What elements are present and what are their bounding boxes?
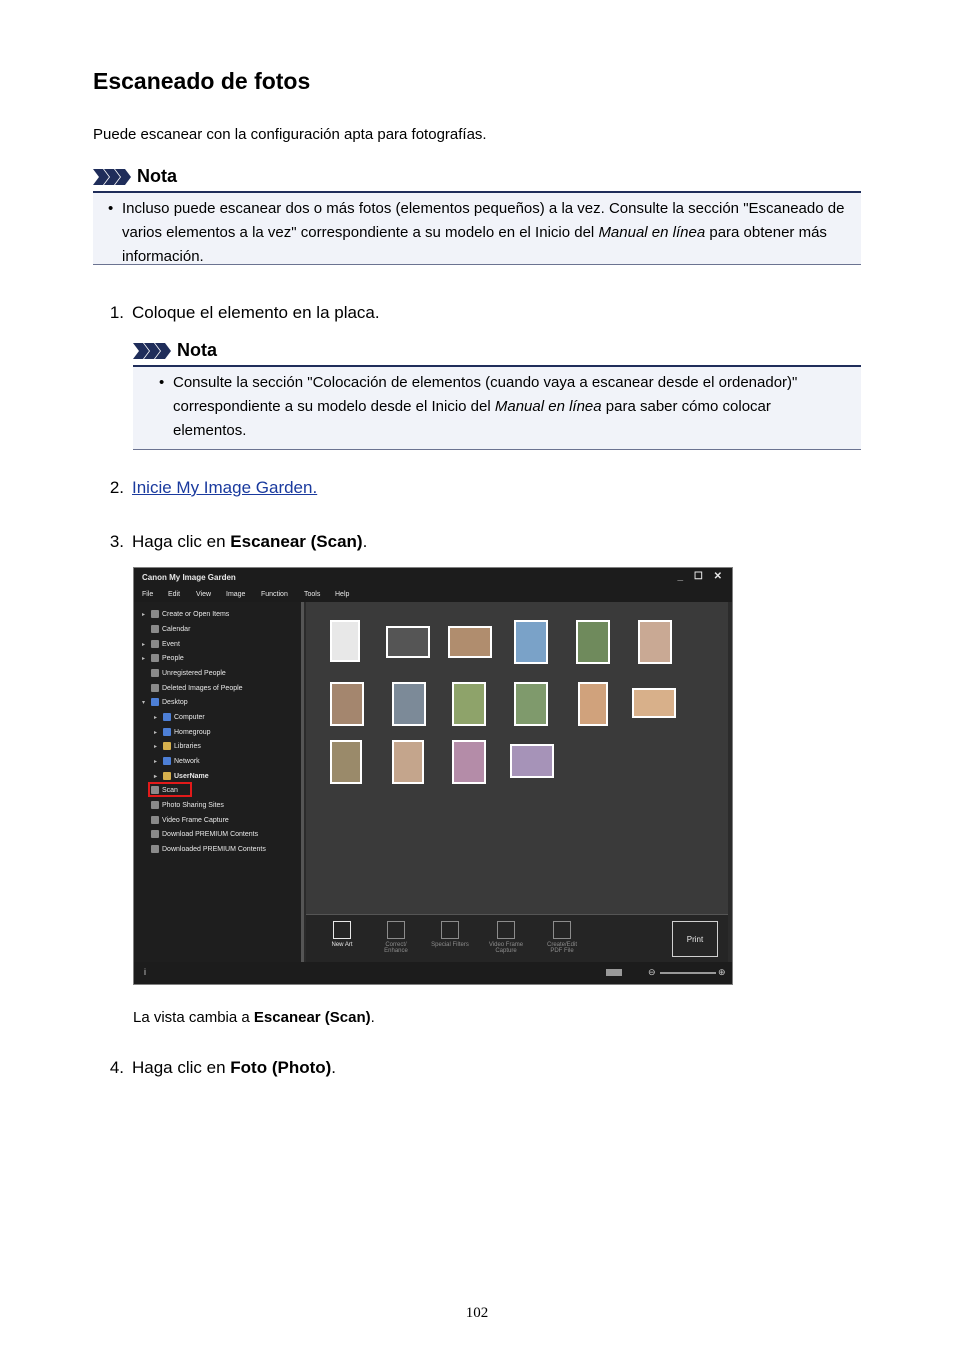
thumbnail[interactable] — [514, 682, 548, 726]
sidebar-item-downloaded-premium[interactable]: Downloaded PREMIUM Contents — [142, 845, 266, 853]
homegroup-icon — [163, 728, 171, 736]
create-edit-pdf-button[interactable]: Create/Edit PDF File — [542, 921, 582, 954]
correct-enhance-button[interactable]: Correct/ Enhance — [376, 921, 416, 954]
menu-image[interactable]: Image — [226, 591, 246, 598]
thumbnail[interactable] — [452, 682, 486, 726]
special-filters-icon — [441, 921, 459, 939]
info-icon[interactable]: i — [144, 967, 146, 977]
note-label: Nota — [137, 166, 177, 186]
intro-text: Puede escanear con la configuración apta para fotografías. — [93, 126, 487, 143]
page-number: 102 — [465, 1305, 489, 1321]
sidebar-item-deleted-people[interactable]: Deleted Images of People — [142, 684, 243, 692]
app-menubar — [134, 588, 732, 602]
thumbnail[interactable] — [392, 740, 424, 784]
note-label: Nota — [177, 340, 217, 360]
note-block-2 — [133, 340, 861, 450]
folder-icon — [151, 610, 159, 618]
libraries-icon — [163, 742, 171, 750]
step-1: 1. Coloque el elemento en la placa. — [109, 303, 380, 322]
zoom-out-icon[interactable]: ⊖ — [648, 967, 656, 977]
sidebar-item-desktop[interactable]: ▾ Desktop — [142, 698, 188, 706]
event-icon — [151, 640, 159, 648]
note-arrows-icon — [133, 343, 171, 359]
thumbnail[interactable] — [330, 682, 364, 726]
thumbnail[interactable] — [452, 740, 486, 784]
thumbnail[interactable] — [330, 620, 360, 662]
sidebar-item-libraries[interactable]: ▸ Libraries — [154, 742, 201, 750]
thumbnail-area — [306, 602, 728, 914]
app-toolbar — [306, 914, 728, 962]
person-question-icon — [151, 669, 159, 677]
sidebar-item-network[interactable]: ▸ Network — [154, 757, 200, 765]
start-my-image-garden-link[interactable]: Inicie My Image Garden. — [132, 478, 318, 497]
pdf-icon — [553, 921, 571, 939]
chevron-right-icon: ▸ — [154, 758, 158, 765]
note-box — [93, 193, 861, 265]
special-filters-button[interactable]: Special Filters — [430, 921, 470, 948]
thumbnail[interactable] — [514, 620, 548, 664]
menu-edit[interactable]: Edit — [168, 591, 181, 598]
video-frame-capture-button[interactable]: Video Frame Capture — [486, 921, 526, 954]
download-icon — [151, 830, 159, 838]
note-item: • Consulte la sección "Colocación de elementos (cuando vaya a escanear desde el ordenador)" correspondiente a su modelo desde el Inicio del Manual en línea para saber cómo colocar elementos. — [173, 371, 837, 443]
thumbnail[interactable] — [632, 688, 676, 718]
window-controls[interactable]: _ ☐ ✕ — [677, 571, 726, 582]
note-arrows-icon — [93, 169, 131, 185]
note-item: • Incluso puede escanear dos o más fotos (elementos pequeños) a la vez. Consulte la sección "Escaneado de varios elementos a la vez" correspondiente a su modelo en el Inicio del Manual en línea para obtener más información. — [122, 197, 857, 269]
step-2: 2. Inicie My Image Garden. — [109, 478, 318, 497]
menu-file[interactable]: File — [142, 591, 154, 598]
thumbnail[interactable] — [576, 620, 610, 664]
chevron-right-icon: ▸ — [142, 641, 146, 648]
sidebar-item-event[interactable]: ▸ Event — [142, 640, 180, 648]
app-titlebar — [134, 568, 732, 588]
user-folder-icon — [163, 772, 171, 780]
menu-function[interactable]: Function — [261, 591, 288, 598]
note-box — [133, 367, 861, 450]
sidebar-item-calendar[interactable]: Calendar — [142, 625, 190, 633]
zoom-slider[interactable] — [660, 972, 716, 974]
app-title: Canon My Image Garden — [142, 573, 236, 582]
sidebar-item-download-premium[interactable]: Download PREMIUM Contents — [142, 830, 258, 838]
step-3: 3. Haga clic en Escanear (Scan). — [109, 532, 368, 551]
thumbnail[interactable] — [386, 626, 430, 658]
chevron-right-icon: ▸ — [154, 729, 158, 736]
thumbnail[interactable] — [638, 620, 672, 664]
zoom-in-icon[interactable]: ⊕ — [718, 967, 726, 977]
video-frame-icon — [151, 816, 159, 824]
photo-sharing-icon — [151, 801, 159, 809]
menu-view[interactable]: View — [196, 591, 212, 598]
sidebar-item-photo-sharing[interactable]: Photo Sharing Sites — [142, 801, 224, 809]
chevron-down-icon: ▾ — [142, 699, 146, 706]
chevron-right-icon: ▸ — [154, 714, 158, 721]
chevron-right-icon: ▸ — [154, 773, 158, 780]
note-block-1 — [93, 166, 861, 265]
app-sidebar — [134, 602, 304, 962]
caption: La vista cambia a Escanear (Scan). — [133, 1009, 375, 1026]
computer-icon — [163, 713, 171, 721]
thumbnail[interactable] — [330, 740, 362, 784]
thumbnail[interactable] — [448, 626, 492, 658]
note-heading — [93, 166, 861, 187]
sidebar-item-unregistered[interactable]: Unregistered People — [142, 669, 226, 677]
page-title: Escaneado de fotos — [93, 68, 311, 94]
chevron-right-icon: ▸ — [142, 611, 146, 618]
chevron-right-icon: ▸ — [154, 743, 158, 750]
thumbnail[interactable] — [392, 682, 426, 726]
video-frame-icon — [497, 921, 515, 939]
sidebar-item-people[interactable]: ▸ People — [142, 654, 184, 662]
person-outline-icon — [151, 684, 159, 692]
menu-tools[interactable]: Tools — [304, 591, 321, 598]
scan-highlight-box — [148, 782, 192, 797]
print-button[interactable]: Print — [672, 921, 718, 957]
sidebar-item-scan[interactable]: Scan — [142, 786, 178, 794]
view-toggle-icon[interactable] — [606, 969, 622, 976]
new-art-icon — [333, 921, 351, 939]
menu-help[interactable]: Help — [335, 591, 350, 598]
app-statusbar — [134, 962, 732, 984]
correct-enhance-icon — [387, 921, 405, 939]
thumbnail[interactable] — [510, 744, 554, 778]
desktop-icon — [151, 698, 159, 706]
thumbnail[interactable] — [578, 682, 608, 726]
sidebar-item-username[interactable]: ▸ UserName — [154, 772, 209, 780]
app-screenshot — [133, 567, 733, 985]
chevron-right-icon: ▸ — [142, 655, 146, 662]
step-4: 4. Haga clic en Foto (Photo). — [109, 1058, 337, 1077]
note-heading — [133, 340, 861, 361]
sidebar-item-create[interactable]: ▸ Create or Open Items — [142, 610, 230, 618]
sidebar-item-computer[interactable]: ▸ Computer — [154, 713, 205, 721]
calendar-icon — [151, 625, 159, 633]
person-icon — [151, 654, 159, 662]
folder-icon — [151, 845, 159, 853]
network-icon — [163, 757, 171, 765]
new-art-button[interactable]: New Art — [322, 921, 362, 948]
sidebar-item-homegroup[interactable]: ▸ Homegroup — [154, 728, 211, 736]
sidebar-item-video-frame[interactable]: Video Frame Capture — [142, 816, 229, 824]
